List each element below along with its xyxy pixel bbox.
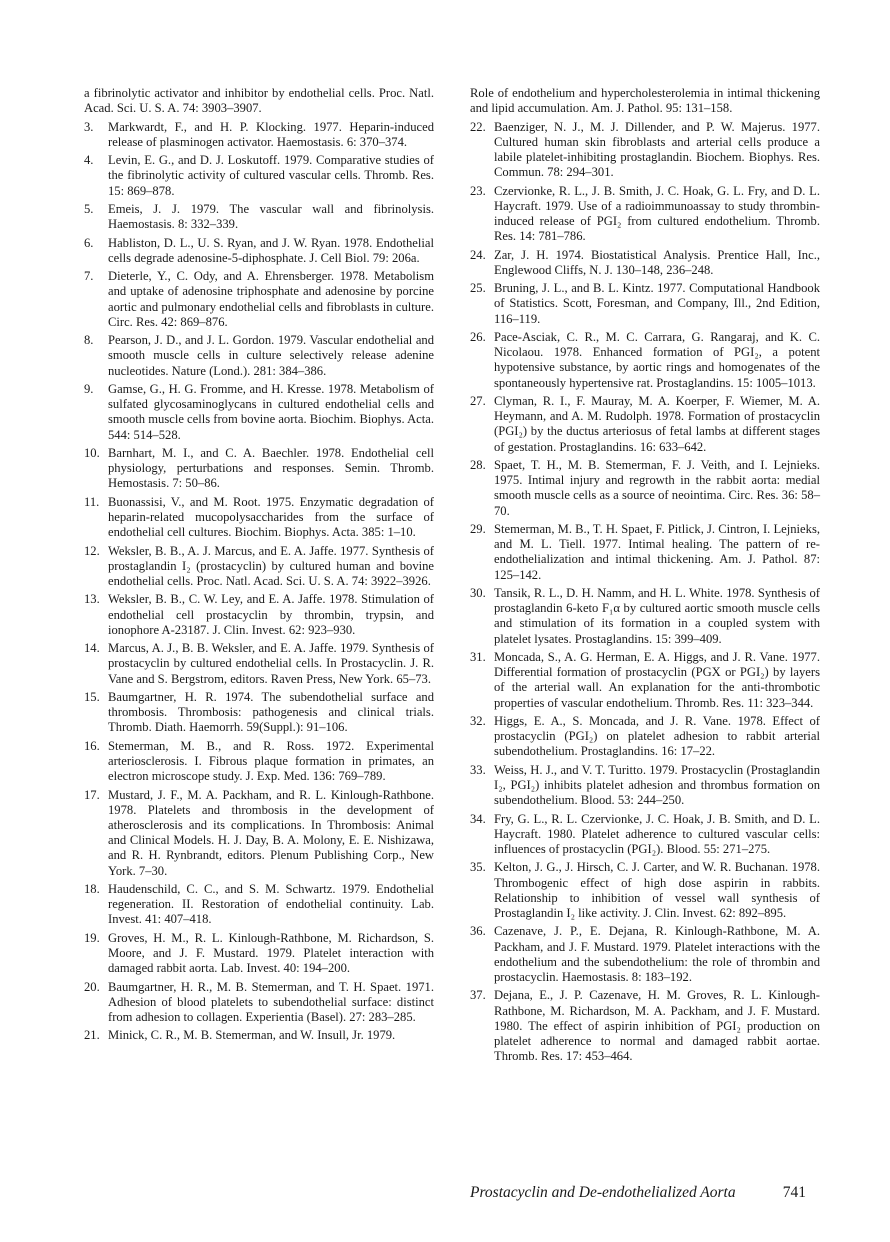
reference-item [84, 120, 434, 150]
reference-item [84, 269, 434, 330]
reference-text: Pace-Asciak, C. R., M. C. Carrara, G. Rangaraj, and K. C. Nicolaou. 1978. Enhanced formation of PGI₂, a potent hypotensive substance, by aortic rings and homogenates of the spontaneously hypertensive rat. Prostaglandins. 15: 1005–1013. [494, 329, 820, 390]
reference-number: 33. [470, 762, 486, 777]
reference-text: Weksler, B. B., A. J. Marcus, and E. A. Jaffe. 1977. Synthesis of prostaglandin I₂ (prostacyclin) by cultured human and bovine endothelial cells. Proc. Natl. Acad. Sci. U. S. A. 74: 3922–3926. [108, 543, 434, 588]
reference-text: Baumgartner, H. R., M. B. Stemerman, and T. H. Spaet. 1971. Adhesion of blood platelets to subendothelial surface: distinct from adhesion to collagen. Experientia (Basel). 27: 283–285. [108, 979, 434, 1024]
reference-item [84, 882, 434, 928]
reference-text: Cazenave, J. P., E. Dejana, R. Kinlough-Rathbone, M. A. Packham, and J. F. Mustard. 1979. Platelet interactions with the endothelium and the subendothelium: the role of thrombin and prostacyclin. Haemostasis. 8: 183–192. [494, 924, 820, 984]
reference-number: 31. [470, 649, 486, 664]
reference-number: 7. [84, 269, 94, 284]
reference-item [84, 739, 434, 785]
reference-text: Dejana, E., J. P. Cazenave, H. M. Groves, R. L. Kinlough-Rathbone, M. Richardson, M. A. Packham, and J. F. Mustard. 1980. The effect of aspirin inhibition of PGI₂ production on platelet adherence to normal and damaged rabbit aortae. Thromb. Res. 17: 453–464. [494, 988, 820, 1064]
reference-text: Gamse, G., H. G. Fromme, and H. Kresse. 1978. Metabolism of sulfated glycosaminoglycans in cultured endothelial cells and smooth muscle cells from bovine aorta. Biochim. Biophys. Acta. 544: 514–528. [108, 381, 434, 442]
reference-number: 37. [470, 988, 486, 1003]
page-number: 741 [782, 1184, 806, 1201]
reference-item [470, 812, 820, 858]
reference-number: 17. [84, 787, 100, 802]
reference-text: Emeis, J. J. 1979. The vascular wall and fibrinolysis. Haemostasis. 8: 332–339. [108, 201, 434, 232]
reference-number: 10. [84, 445, 100, 460]
reference-item [470, 394, 820, 455]
reference-number: 18. [84, 881, 100, 896]
reference-item [470, 988, 820, 1064]
reference-item [84, 1028, 434, 1043]
reference-number: 35. [470, 860, 486, 875]
reference-text: Levin, E. G., and D. J. Loskutoff. 1979. Comparative studies of the fibrinolytic activity of cultured vascular cells. Thromb. Res. 15: 869–878. [108, 153, 434, 198]
reference-text: Czervionke, R. L., J. B. Smith, J. C. Hoak, G. L. Fry, and D. L. Haycraft. 1979. Use of a radioimmunoassay to study thrombin-induced release of PGI₂ from cultured endothelium. Thromb. Res. 14: 781–786. [494, 183, 820, 244]
reference-item [470, 860, 820, 921]
reference-text: Spaet, T. H., M. B. Stemerman, F. J. Veith, and I. Lejnieks. 1975. Intimal injury and regrowth in the rabbit aorta: medial smooth muscle cells as a source of neointima. Circ. Res. 36: 58–70. [494, 457, 820, 518]
reference-item [84, 333, 434, 379]
reference-text: Baenziger, N. J., M. J. Dillender, and P. W. Majerus. 1977. Cultured human skin fibroblasts and arterial cells produce a labile platelet-inhibiting prostaglandin. Biochem. Biophys. Res. Commun. 78: 294–301. [494, 119, 820, 180]
reference-number: 11. [84, 494, 100, 509]
reference-text: Weksler, B. B., C. W. Ley, and E. A. Jaffe. 1978. Stimulation of endothelial cell prostacyclin by thrombin, trypsin, and ionophore A-23187. J. Clin. Invest. 62: 923–930. [108, 592, 434, 637]
reference-text: Buonassisi, V., and M. Root. 1975. Enzymatic degradation of heparin-related mucopolysaccharides from the surface of endothelial cell cultures. Biochim. Biophys. Acta. 385: 1–10. [108, 494, 434, 540]
reference-number: 26. [470, 329, 486, 344]
reference-item [470, 650, 820, 711]
reference-text: Tansik, R. L., D. H. Namm, and H. L. White. 1978. Synthesis of prostaglandin 6-keto F₁α by cultured aortic smooth muscle cells and stimulation of its formation in a coupled system with platelet lysates. Prostaglandins. 15: 399–409. [494, 585, 820, 646]
reference-item [84, 544, 434, 590]
reference-number: 34. [470, 811, 486, 826]
reference-item [84, 641, 434, 687]
reference-number: 23. [470, 183, 486, 198]
references-left-column [84, 86, 434, 1047]
reference-number: 25. [470, 281, 486, 296]
reference-text: Stemerman, M. B., T. H. Spaet, F. Pitlick, J. Cintron, I. Lejnieks, and M. L. Tiell. 1977. Intimal healing. The pattern of re-endothelialization and intimal thickening. Am. J. Pathol. 87: 125–142. [494, 521, 820, 582]
reference-text: Higgs, E. A., S. Moncada, and J. R. Vane. 1978. Effect of prostacyclin (PGI₂) on platelet adhesion to rabbit arterial subendothelium. Prostaglandins. 16: 17–22. [494, 713, 820, 759]
reference-text: Haudenschild, C. C., and S. M. Schwartz. 1979. Endothelial regeneration. II. Restoration of endothelial continuity. Lab. Invest. 41: 407–418. [108, 881, 434, 927]
references-right-column [470, 86, 820, 1068]
reference-item [84, 153, 434, 199]
reference-number: 5. [84, 201, 94, 216]
reference-text: Markwardt, F., and H. P. Klocking. 1977. Heparin-induced release of plasminogen activator. Haemostasis. 6: 370–374. [108, 119, 434, 149]
reference-text: Dieterle, Y., C. Ody, and A. Ehrensberger. 1978. Metabolism and uptake of adenosine triphosphate and adenosine by porcine aortic and pulmonary endothelial cells and fibroblasts in culture. Circ. Res. 42: 869–876. [108, 269, 434, 329]
reference-item [470, 281, 820, 327]
reference-item [470, 120, 820, 181]
reference-text: Bruning, J. L., and B. L. Kintz. 1977. Computational Handbook of Statistics. Scott, Foresman, and Company, Ill., 2nd Edition, 116–119. [494, 281, 820, 326]
reference-number: 20. [84, 979, 100, 994]
reference-item [84, 788, 434, 879]
reference-text: Stemerman, M. B., and R. Ross. 1972. Experimental arteriosclerosis. I. Fibrous plaque formation in primates, an electron microscope study. J. Exp. Med. 136: 769–789. [108, 738, 434, 784]
reference-item [470, 714, 820, 760]
reference-text: Fry, G. L., R. L. Czervionke, J. C. Hoak, J. B. Smith, and D. L. Haycraft. 1980. Platelet adherence to cultured vascular cells: influences of prostacyclin (PGI₂). Blood. 55: 271–275. [494, 811, 820, 856]
reference-item [470, 330, 820, 391]
reference-item [470, 86, 820, 116]
reference-number: 30. [470, 585, 486, 600]
reference-item [470, 763, 820, 809]
reference-text: Role of endothelium and hypercholesterolemia in intimal thickening and lipid accumulation. Am. J. Pathol. 95: 131–158. [470, 86, 820, 116]
reference-item [470, 184, 820, 245]
reference-number: 12. [84, 543, 100, 558]
reference-text: Baumgartner, H. R. 1974. The subendothelial surface and thrombosis. Thrombosis: pathogenesis and clinical trials. Thromb. Diath. Haemorrh. 59(Suppl.): 91–106. [108, 689, 434, 735]
reference-item [84, 495, 434, 541]
reference-item [84, 236, 434, 266]
reference-text: Weiss, H. J., and V. T. Turitto. 1979. Prostacyclin (Prostaglandin I₂, PGI₂) inhibits platelet adhesion and thrombus formation on subendothelium. Blood. 53: 244–250. [494, 762, 820, 808]
reference-number: 3. [84, 119, 94, 134]
reference-text: Habliston, D. L., U. S. Ryan, and J. W. Ryan. 1978. Endothelial cells degrade adenosine-5-diphosphate. J. Cell Biol. 79: 206a. [108, 235, 434, 265]
reference-text: Groves, H. M., R. L. Kinlough-Rathbone, M. Richardson, S. Moore, and J. F. Mustard. 1979. Platelet interaction with damaged rabbit aorta. Lab. Invest. 40: 194–200. [108, 930, 434, 976]
reference-number: 22. [470, 119, 486, 134]
reference-item [84, 86, 434, 116]
reference-number: 13. [84, 592, 100, 607]
reference-number: 19. [84, 930, 100, 945]
reference-text: Minick, C. R., M. B. Stemerman, and W. Insull, Jr. 1979. [108, 1028, 396, 1043]
reference-number: 6. [84, 235, 94, 250]
reference-text: a fibrinolytic activator and inhibitor by endothelial cells. Proc. Natl. Acad. Sci. U. S. A. 74: 3903–3907. [84, 86, 434, 116]
reference-number: 32. [470, 713, 486, 728]
reference-number: 16. [84, 738, 100, 753]
reference-text: Marcus, A. J., B. B. Weksler, and E. A. Jaffe. 1979. Synthesis of prostacyclin by cultured endothelial cells. In Prostacyclin. J. R. Vane and S. Bergstrom, editors. Raven Press, New York. 65–73. [108, 641, 434, 686]
reference-number: 14. [84, 641, 100, 656]
reference-item [470, 924, 820, 985]
reference-text: Mustard, J. F., M. A. Packham, and R. L. Kinlough-Rathbone. 1978. Platelets and thrombosis in the development of atherosclerosis and its complications. In Thrombosis: Animal and Clinical Models. H. J. Day, B. A. Molony, E. E. Nishizawa, and R. H. Rynbrandt, editors. Plenum Publishing Corp., New York. 7–30. [108, 787, 434, 878]
reference-text: Zar, J. H. 1974. Biostatistical Analysis. Prentice Hall, Inc., Englewood Cliffs, N. J. 130–148, 236–248. [494, 247, 820, 277]
reference-item [84, 202, 434, 232]
reference-item [470, 522, 820, 583]
reference-item [84, 592, 434, 638]
reference-text: Barnhart, M. I., and C. A. Baechler. 1978. Endothelial cell physiology, perturbations and responses. Semin. Thromb. Hemostasis. 7: 50–86. [108, 445, 434, 491]
reference-number: 8. [84, 333, 94, 348]
reference-number: 27. [470, 393, 486, 408]
reference-item [84, 382, 434, 443]
reference-item [84, 980, 434, 1026]
reference-number: 21. [84, 1028, 100, 1043]
reference-text: Moncada, S., A. G. Herman, E. A. Higgs, and J. R. Vane. 1977. Differential formation of prostacyclin (PGX or PGI₂) by layers of the arterial wall. An explanation for the anti-thrombotic properties of vascular endothelium. Thromb. Res. 11: 323–344. [494, 649, 820, 710]
reference-item [84, 690, 434, 736]
reference-number: 15. [84, 689, 100, 704]
reference-text: Kelton, J. G., J. Hirsch, C. J. Carter, and W. R. Buchanan. 1978. Thrombogenic effect of high dose aspirin in rabbits. Relationship to inhibition of vessel wall synthesis of Prostaglandin I₂ like activity. J. Clin. Invest. 62: 892–895. [494, 860, 820, 920]
reference-text: Clyman, R. I., F. Mauray, M. A. Koerper, F. Wiemer, M. A. Heymann, and A. M. Rudolph. 1978. Formation of prostacyclin (PGI₂) by the ductus arteriosus of fetal lambs at different stages of gestation. Prostaglandins. 16: 633–642. [494, 393, 820, 454]
reference-number: 4. [84, 153, 94, 168]
reference-number: 24. [470, 247, 486, 262]
reference-number: 29. [470, 521, 486, 536]
reference-text: Pearson, J. D., and J. L. Gordon. 1979. Vascular endothelial and smooth muscle cells in culture selectively release adenine nucleotides. Nature (Lond.). 281: 384–386. [108, 333, 434, 378]
reference-item [470, 458, 820, 519]
page-footer [470, 1184, 806, 1202]
reference-item [470, 248, 820, 278]
reference-number: 9. [84, 381, 94, 396]
reference-item [470, 586, 820, 647]
reference-number: 36. [470, 924, 486, 939]
reference-item [84, 446, 434, 492]
reference-number: 28. [470, 457, 486, 472]
reference-item [84, 931, 434, 977]
running-title: Prostacyclin and De-endothelialized Aorta [470, 1184, 736, 1201]
